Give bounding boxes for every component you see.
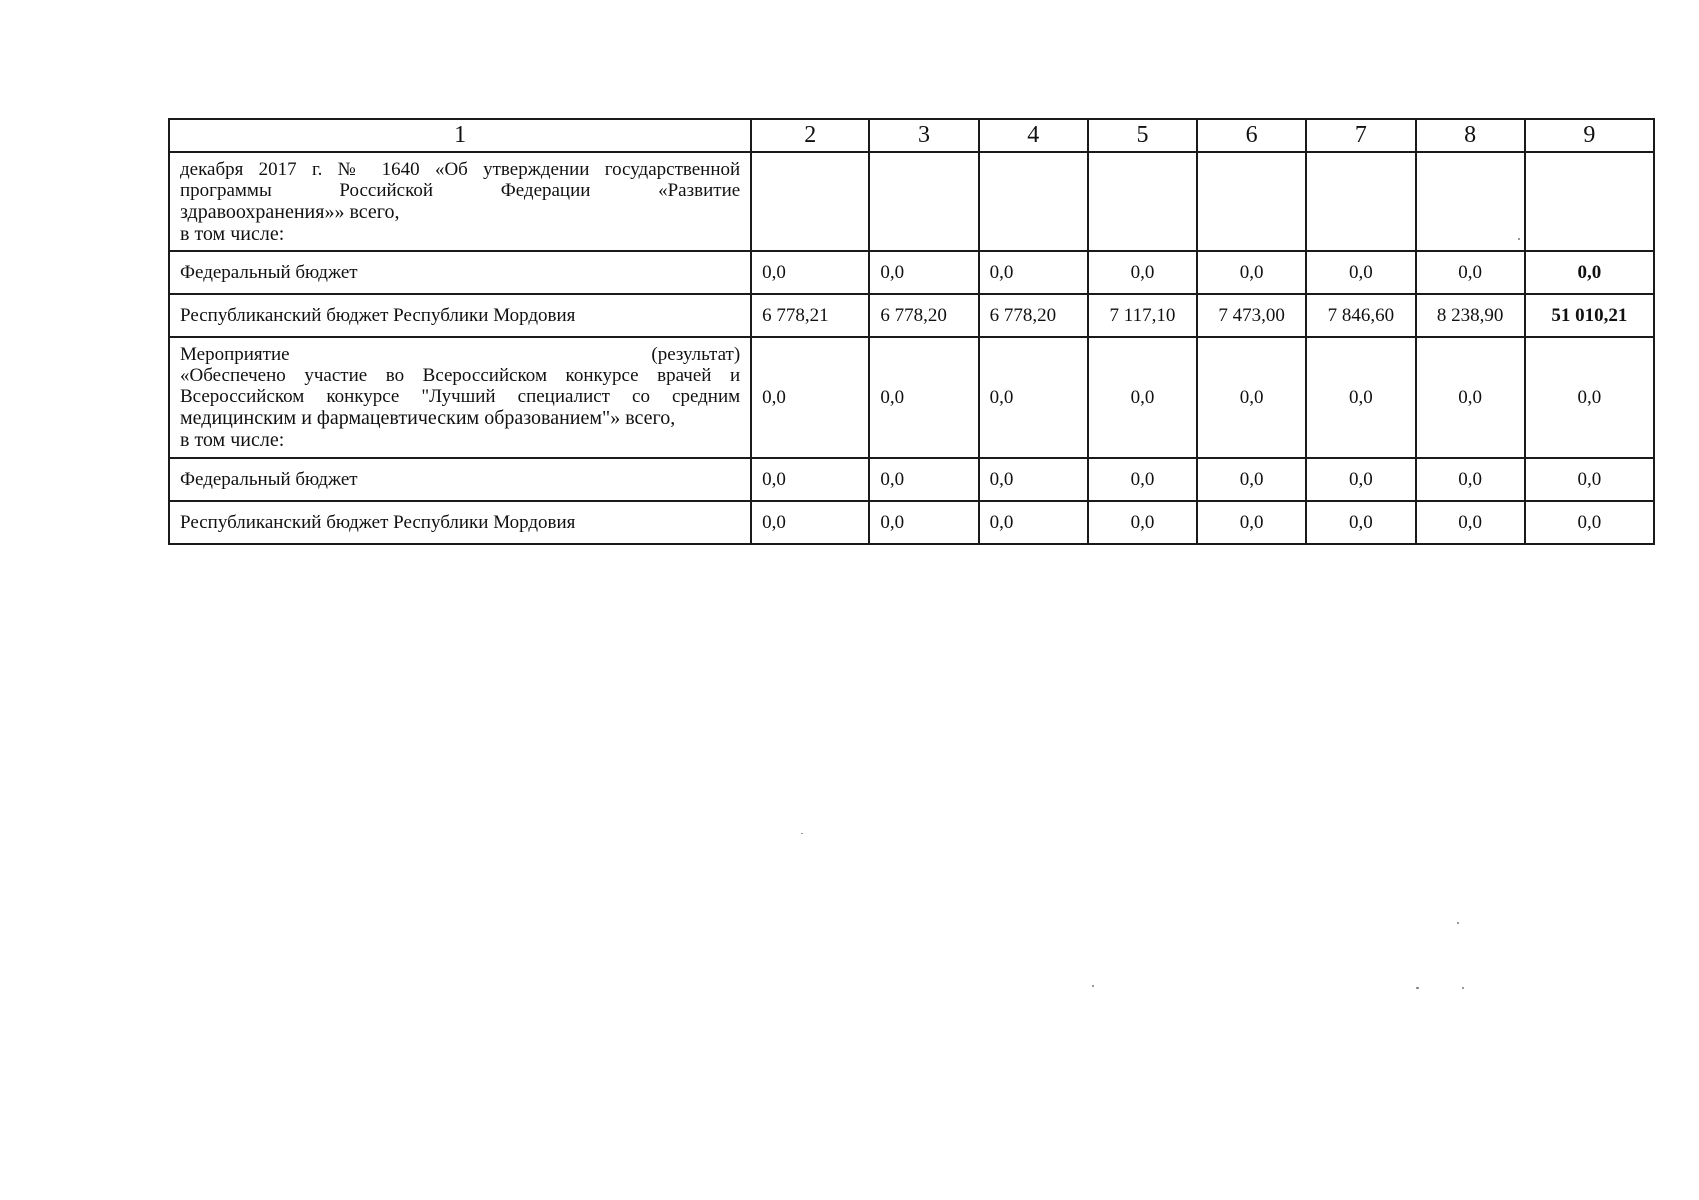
event-first-line-left: Мероприятие [180,344,290,365]
value-cell: 8 238,90 [1416,294,1525,337]
value-cell: 0,0 [1197,337,1306,458]
value-cell: 6 778,21 [751,294,869,337]
empty-cell [1197,152,1306,251]
value-cell: 0,0 [1416,458,1525,501]
table-row [169,251,1654,294]
value-cell: 7 473,00 [1197,294,1306,337]
empty-cell [1306,152,1415,251]
empty-cell [751,152,869,251]
value-cell: 0,0 [1088,337,1197,458]
header-cell: 3 [869,119,978,152]
value-cell: 0,0 [751,251,869,294]
total-value-cell: 0,0 [1525,251,1654,294]
value-cell: 0,0 [1306,501,1415,544]
scan-speck [1416,987,1419,989]
value-cell: 0,0 [1088,458,1197,501]
table-header-row [169,119,1654,152]
table-row [169,501,1654,544]
program-description-sub: в том числе: [180,222,285,245]
row-label: Республиканский бюджет Республики Мордовия [169,294,751,337]
header-cell: 1 [169,119,751,152]
value-cell: 0,0 [979,251,1088,294]
total-value-cell: 0,0 [1525,337,1654,458]
header-cell: 8 [1416,119,1525,152]
event-first-line [180,344,740,365]
value-cell: 7 846,60 [1306,294,1415,337]
value-cell: 0,0 [1306,458,1415,501]
budget-table [168,118,1655,545]
empty-cell [1088,152,1197,251]
program-description-tail: здравоохранения»» всего, [180,200,400,223]
value-cell: 0,0 [979,337,1088,458]
table-row [169,337,1654,458]
header-cell: 2 [751,119,869,152]
empty-cell [979,152,1088,251]
value-cell: 0,0 [1416,501,1525,544]
value-cell: 0,0 [1088,501,1197,544]
value-cell: 6 778,20 [979,294,1088,337]
scan-speck [1092,985,1094,987]
value-cell: 0,0 [1416,251,1525,294]
empty-cell [869,152,978,251]
value-cell: 0,0 [1088,251,1197,294]
program-description: декабря 2017 г. № 1640 «Об утверждении государственной программы Российской Федерации «Развитие [180,158,741,201]
total-value-cell: 0,0 [1525,458,1654,501]
total-value-cell: 0,0 [1525,501,1654,544]
header-cell: 5 [1088,119,1197,152]
header-cell: 4 [979,119,1088,152]
value-cell: 0,0 [751,501,869,544]
scan-speck [801,833,803,834]
value-cell: 0,0 [869,251,978,294]
event-description: «Обеспечено участие во Всероссийском конкурсе врачей и Всероссийском конкурсе "Лучший специалист со средним [180,365,741,407]
header-cell: 7 [1306,119,1415,152]
table-row [169,458,1654,501]
table-row [169,294,1654,337]
event-first-line-right: (результат) [651,344,741,365]
value-cell: 0,0 [1197,458,1306,501]
value-cell: 6 778,20 [869,294,978,337]
value-cell: 0,0 [751,458,869,501]
row-description-cell [169,337,751,458]
value-cell: 0,0 [869,337,978,458]
row-description-cell [169,152,751,251]
value-cell: 0,0 [1306,337,1415,458]
value-cell: 0,0 [979,501,1088,544]
value-cell: 0,0 [869,501,978,544]
value-cell: 0,0 [1197,251,1306,294]
total-value-cell: 51 010,21 [1525,294,1654,337]
event-description-sub: в том числе: [180,429,285,451]
row-label: Республиканский бюджет Республики Мордовия [169,501,751,544]
value-cell: 7 117,10 [1088,294,1197,337]
row-label: Федеральный бюджет [169,251,751,294]
table-row [169,152,1654,251]
value-cell: 0,0 [751,337,869,458]
header-cell: 9 [1525,119,1654,152]
header-cell: 6 [1197,119,1306,152]
empty-cell [1416,152,1525,251]
empty-cell [1525,152,1654,251]
event-description-tail: медицинским и фармацевтическим образованием"» всего, [180,407,676,429]
value-cell: 0,0 [1306,251,1415,294]
value-cell: 0,0 [979,458,1088,501]
value-cell: 0,0 [869,458,978,501]
scan-speck [1462,987,1464,989]
value-cell: 0,0 [1416,337,1525,458]
scan-speck [1457,922,1459,924]
scan-speck [1518,238,1520,240]
row-label: Федеральный бюджет [169,458,751,501]
value-cell: 0,0 [1197,501,1306,544]
